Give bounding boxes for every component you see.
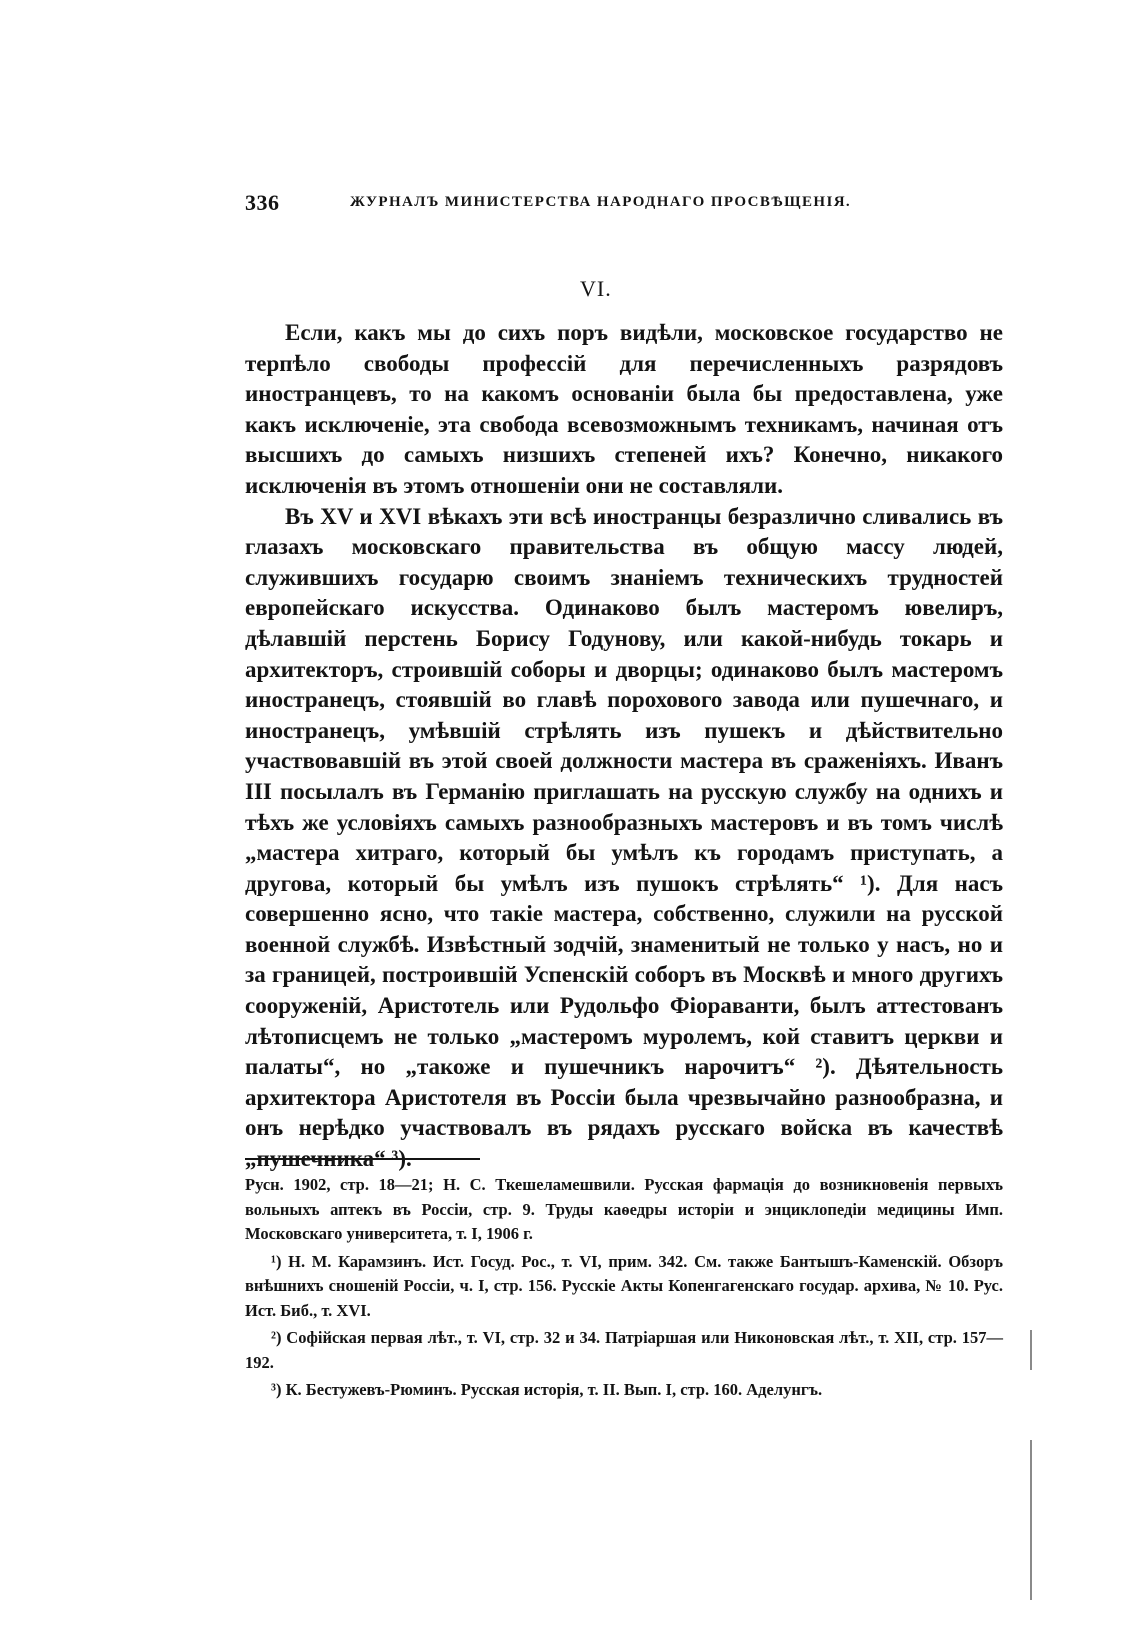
footnote-rule — [245, 1158, 480, 1160]
scan-mark — [1030, 1330, 1032, 1370]
page-number: 336 — [245, 190, 280, 215]
footnote: ³) К. Бестужевъ-Рюминъ. Русская исторія, т. II. Вып. I, стр. 160. Аделунгъ. — [271, 1380, 823, 1399]
section-number: VI. — [580, 276, 612, 301]
footnotes — [245, 1173, 1003, 1403]
running-title: ЖУРНАЛЪ МИНИСТЕРСТВА НАРОДНАГО ПРОСВѢЩЕНІЯ. — [350, 194, 852, 210]
scan-mark — [1030, 1440, 1032, 1600]
page-header — [245, 190, 1000, 220]
footnote: ²) Софійская первая лѣт., т. VI, стр. 32 и 34. Патріаршая или Никоновская лѣт., т. XII, стр. 157—192. — [245, 1328, 1003, 1372]
body-text — [245, 318, 1003, 1175]
paragraph: Если, какъ мы до сихъ поръ видѣли, московское государство не терпѣло свободы профессій для перечисленныхъ разрядовъ иностранцевъ, то на какомъ основаніи была бы предоставлена, уже какъ исключеніе, эта свобода всевозможнымъ техникамъ, начиная отъ высшихъ до самыхъ низшихъ степеней ихъ? Конечно, никакого исключенія въ этомъ отношеніи они не составляли. — [245, 320, 1003, 498]
paragraph: Въ XV и XVI вѣкахъ эти всѣ иностранцы безразлично сливались въ глазахъ московскаго правительства въ общую массу людей, служившихъ государю своимъ знаніемъ техническихъ трудностей европейскаго искусства. Одинаково былъ мастеромъ ювелиръ, дѣлавшій перстень Борису Годунову, или какой-нибудь токарь и архитекторъ, строившій соборы и дворцы; одинаково былъ мастеромъ иностранецъ, стоявшій во главѣ порохового завода или пушечнаго, и иностранецъ, умѣвшій стрѣлять изъ пушекъ и дѣйствительно участвовавшій въ этой своей должности мастера въ сраженіяхъ. Иванъ III посылалъ въ Германію приглашать на русскую службу на однихъ и тѣхъ же условіяхъ самыхъ разнообразныхъ мастеровъ и въ томъ числѣ „мастера хитраго, который бы умѣлъ къ городамъ приступать, а другова, который бы умѣлъ изъ пушокъ стрѣлять“ ¹). Для насъ совершенно ясно, что такіе мастера, собственно, служили на русской военной службѣ. Извѣстный зодчій, знаменитый не только у насъ, но и за границей, построившій Успенскій соборъ въ Москвѣ и много другихъ сооруженій, Аристотель или Рудольфо Фіораванти, былъ аттестованъ лѣтописцемъ не только „мастеромъ муролемъ, кой ставитъ церкви и палаты“, но „такоже и пушечникъ нарочитъ“ ²). Дѣятельность архитектора Аристотеля въ Россіи была чрезвычайно разнообразна, и онъ нерѣдко участвовалъ въ рядахъ русскаго войска въ качествѣ „пушечника“ ³). — [245, 503, 1003, 1172]
footnote-continuation: Русн. 1902, стр. 18—21; Н. С. Ткешеламешвили. Русская фармація до возникновенія первыхъ вольныхъ аптекъ въ Россіи, стр. 9. Труды каѳедры исторіи и энциклопедіи медицины Имп. Московскаго университета, т. I, 1906 г. — [245, 1175, 1003, 1243]
footnote: ¹) Н. М. Карамзинъ. Ист. Госуд. Рос., т. VI, прим. 342. См. также Бантышъ-Каменскій. Обзоръ внѣшнихъ сношеній Россіи, ч. I, стр. 156. Русскіе Акты Копенгагенскаго государ. архива, № 10. Рус. Ист. Биб., т. XVI. — [245, 1251, 1003, 1320]
